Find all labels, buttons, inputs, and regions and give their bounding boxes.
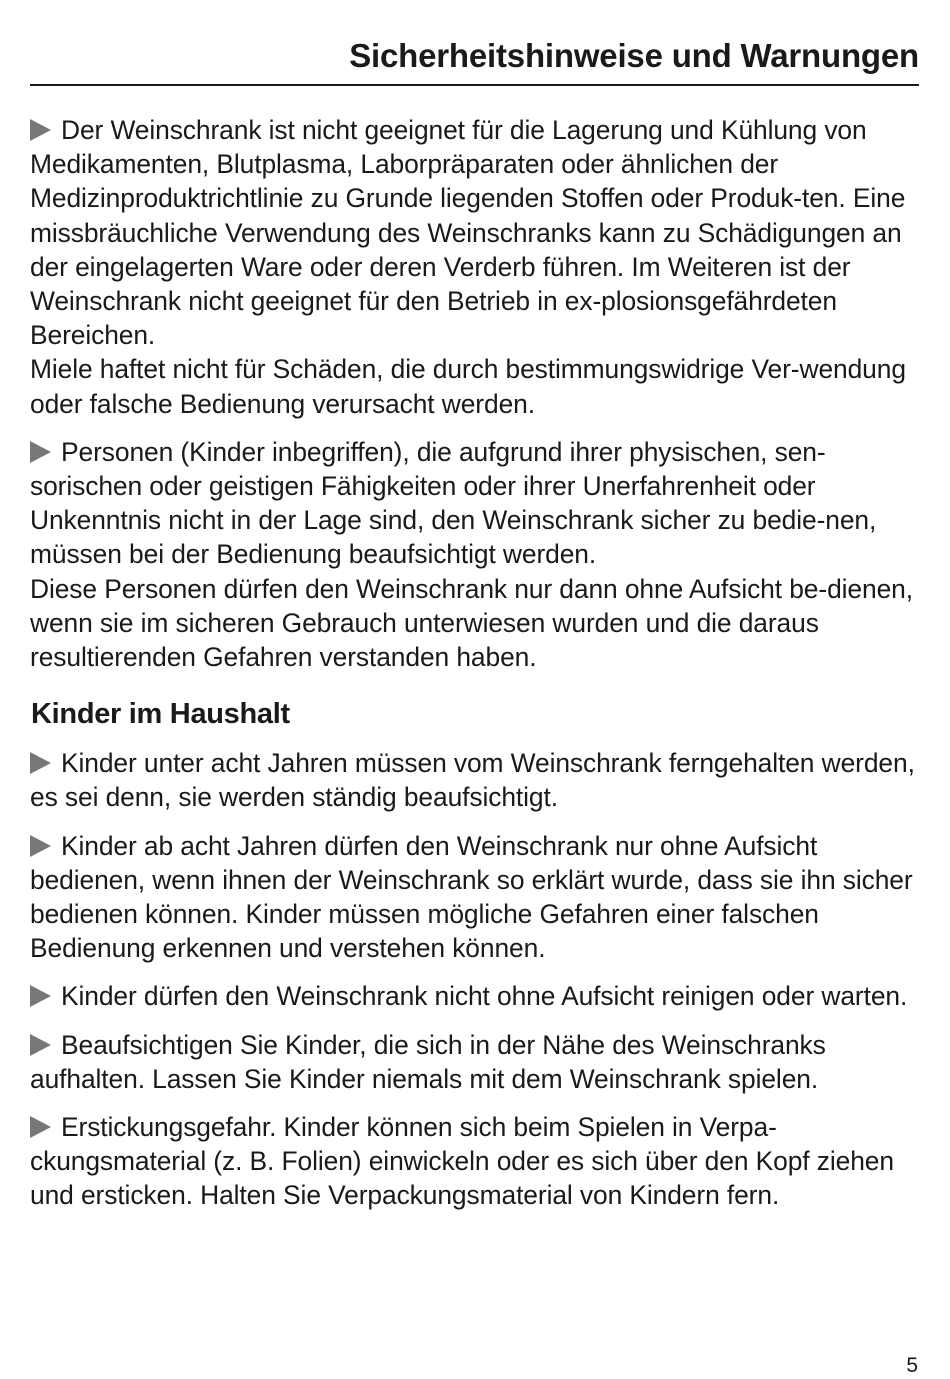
warning-paragraph xyxy=(30,829,919,966)
triangle-bullet-icon xyxy=(30,835,51,857)
page-title: Sicherheitshinweise und Warnungen xyxy=(349,37,919,74)
warning-paragraph: Miele haftet nicht für Schäden, die durch bestimmungswidrige Ver-wendung oder falsche Bedienung verursacht werden. xyxy=(30,354,906,419)
page-header xyxy=(30,36,919,86)
warning-paragraph xyxy=(30,1028,919,1096)
warning-item-kids xyxy=(30,829,919,966)
page-number: 5 xyxy=(906,1354,918,1377)
section-heading-kinder: Kinder im Haushalt xyxy=(31,698,290,731)
warning-paragraph: Diese Personen dürfen den Weinschrank nur dann ohne Aufsicht be-dienen, wenn sie im sicheren Gebrauch unterwiesen wurden und die daraus resultierenden Gefahren verstanden haben. xyxy=(30,573,913,673)
warning-paragraph xyxy=(30,746,919,814)
triangle-bullet-icon xyxy=(30,752,51,774)
warning-text: Kinder dürfen den Weinschrank nicht ohne Aufsicht reinigen oder warten. xyxy=(61,981,908,1012)
warning-paragraph xyxy=(30,113,919,352)
triangle-bullet-icon xyxy=(30,1034,51,1056)
warning-paragraph xyxy=(30,979,919,1013)
warning-text: Erstickungsgefahr. Kinder können sich beim Spielen in Verpa-ckungsmaterial (z. B. Folien) einwickeln oder es sich über den Kopf ziehen und ersticken. Halten Sie Verpackungsmaterial von Kindern fern. xyxy=(30,1112,894,1211)
warning-text: Kinder unter acht Jahren müssen vom Weinschrank ferngehalten werden, es sei denn, sie werden ständig beaufsichtigt. xyxy=(30,748,915,813)
warning-item-persons xyxy=(30,435,919,674)
warning-text: Kinder ab acht Jahren dürfen den Weinschrank nur ohne Aufsicht bedienen, wenn ihnen der Weinschrank so erklärt wurde, dass sie ihn sicher bedienen können. Kinder müssen mögliche Gefahren einer falschen Bedienung erkennen und verstehen können. xyxy=(30,830,913,964)
warning-item-kids xyxy=(30,1028,919,1096)
triangle-bullet-icon xyxy=(30,1116,51,1138)
warning-item-intended-use xyxy=(30,113,919,421)
warning-text: Beaufsichtigen Sie Kinder, die sich in der Nähe des Weinschranks aufhalten. Lassen Sie Kinder niemals mit dem Weinschrank spielen. xyxy=(30,1029,826,1094)
triangle-bullet-icon xyxy=(30,119,51,141)
warning-text: Personen (Kinder inbegriffen), die aufgrund ihrer physischen, sen-sorischen oder geistigen Fähigkeiten oder ihrer Unerfahrenheit oder Unkenntnis nicht in der Lage sind, den Weinschrank sicher zu bedie-nen, müssen bei der Bedienung beaufsichtigt werden. xyxy=(30,436,877,570)
warning-paragraph xyxy=(30,435,919,572)
warning-item-kids xyxy=(30,746,919,814)
warning-item-kids xyxy=(30,979,919,1013)
warning-paragraph xyxy=(30,1110,919,1213)
triangle-bullet-icon xyxy=(30,985,51,1007)
page-content xyxy=(30,113,919,1227)
warning-text: Der Weinschrank ist nicht geeignet für die Lagerung und Kühlung von Medikamenten, Blutplasma, Laborpräparaten oder ähnlichen der Medizinproduktrichtlinie zu Grunde liegenden Stoffen oder Produk-ten. Eine missbräuchliche Verwendung des Weinschranks kann zu Schädigungen an der eingelagerten Ware oder deren Verderb führen. Im Weiteren ist der Weinschrank nicht geeignet für den Betrieb in ex-plosionsgefährdeten Bereichen. xyxy=(30,115,906,351)
warning-item-kids xyxy=(30,1110,919,1213)
triangle-bullet-icon xyxy=(30,441,51,463)
